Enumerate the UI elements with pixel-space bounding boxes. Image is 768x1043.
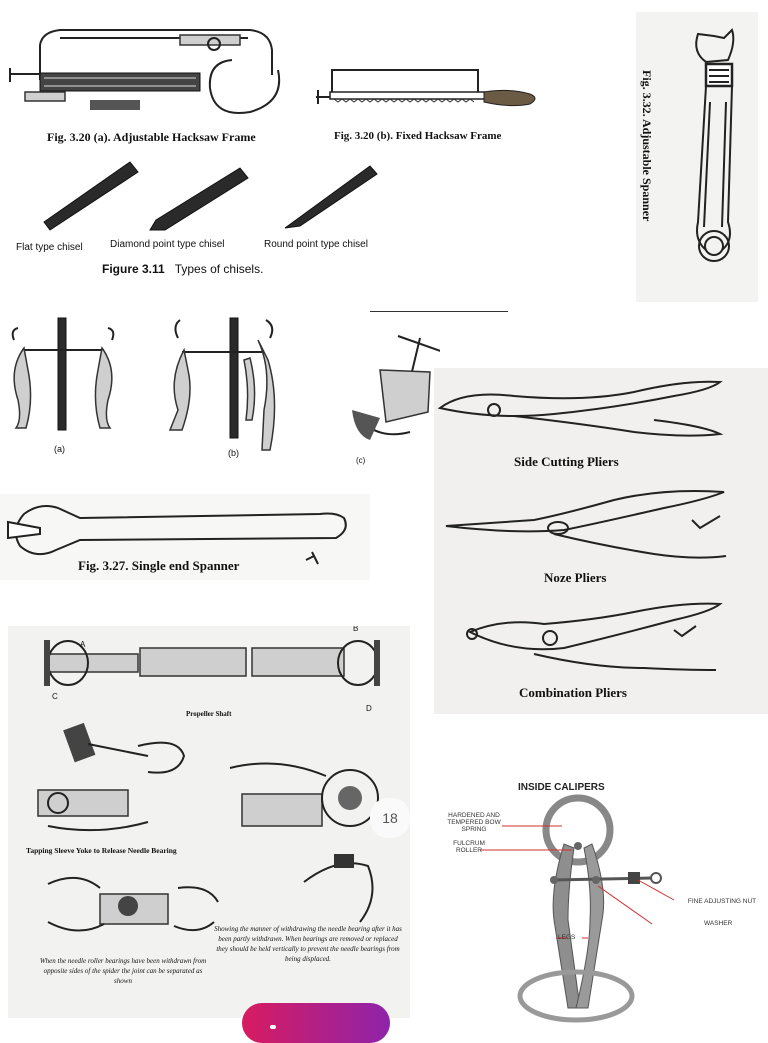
puller-a-icon [13,318,114,430]
letter-b: B [353,626,359,633]
tapping-caption: Tapping Sleeve Yoke to Release Needle Bearing [26,846,177,855]
flat-chisel-label: Flat type chisel [16,242,83,253]
puller-c-label: (c) [356,456,366,465]
noze-pliers-label: Noze Pliers [544,570,607,585]
pill-indicator-icon [270,1025,276,1029]
puller-b-icon [170,318,275,450]
adjustable-spanner-panel [636,12,758,302]
needle-roller-hands-icon [48,878,218,931]
diamond-chisel-icon [150,168,248,230]
hammer-tapping-icon [38,723,184,830]
flat-chisel-icon [44,162,138,230]
letter-c: C [52,692,58,701]
washer-label: WASHER [704,920,733,927]
yoke-hands-icon [230,764,378,923]
propeller-shaft-label: Propeller Shaft [186,710,232,718]
pullers-panel [0,300,440,470]
letter-d: D [366,704,372,713]
bow-spring-icon [546,798,610,862]
floating-action-button[interactable] [242,1003,390,1043]
rule-line [370,311,508,312]
side-cutting-pliers-label: Side Cutting Pliers [514,454,619,469]
pliers-panel [434,368,768,714]
adjustable-spanner-illustration [636,12,758,302]
chisels-figure-caption [102,262,263,276]
chisels-figure-number: Figure 3.11 [102,262,165,276]
side-cutting-pliers-icon [440,382,720,436]
caliper-right-leg-icon [576,844,604,1008]
calipers-title: INSIDE CALIPERS [518,782,605,793]
noze-pliers-icon [446,491,726,558]
propeller-shaft-icon [44,640,380,686]
combination-pliers-label: Combination Pliers [519,685,627,700]
chisels-figure-title: Types of chisels. [174,262,264,276]
roller-caption: When the needle roller bearings have been withdrawn from opposite sides of the spider the joint can be separated as shown [39,957,207,985]
hacksaw-panel [0,0,560,150]
caliper-left-leg-icon [553,844,580,1008]
fixed-hacksaw-illustration [0,0,560,150]
fine-adjusting-nut-label: FINE ADJUSTING NUT [687,898,757,905]
combination-pliers-icon [467,604,720,670]
page-badge: 18 [370,798,410,838]
diamond-chisel-label: Diamond point type chisel [110,239,225,250]
fulcrum-roller-label: FULCRUM ROLLER [453,840,485,854]
adjustable-spanner-caption: Fig. 3.32. Adjustable Spanner [640,70,654,222]
propeller-shaft-panel [8,626,410,1018]
withdraw-caption: Showing the manner of withdrawing the needle bearing after it has been partly withdrawn. When bearings are removed or replaced they should be held vertically to prevent the needle bearings from being displaced. [214,925,402,963]
round-chisel-label: Round point type chisel [264,239,368,250]
legs-label: LEGS [558,934,576,941]
inside-calipers-panel [432,770,768,1024]
round-point-chisel-icon [285,166,377,228]
fixed-hacksaw-caption: Fig. 3.20 (b). Fixed Hacksaw Frame [334,130,502,142]
chisels-panel [0,150,440,290]
puller-a-label: (a) [54,444,65,454]
single-end-spanner-caption: Fig. 3.27. Single end Spanner [78,558,240,573]
puller-c-icon [352,336,440,440]
bow-spring-label: HARDENED AND TEMPERED BOW SPRING [447,812,501,833]
single-end-spanner-panel [0,494,370,580]
letter-a: A [80,640,86,649]
puller-b-label: (b) [228,448,239,458]
adjustable-hacksaw-caption: Fig. 3.20 (a). Adjustable Hacksaw Frame [47,130,256,144]
